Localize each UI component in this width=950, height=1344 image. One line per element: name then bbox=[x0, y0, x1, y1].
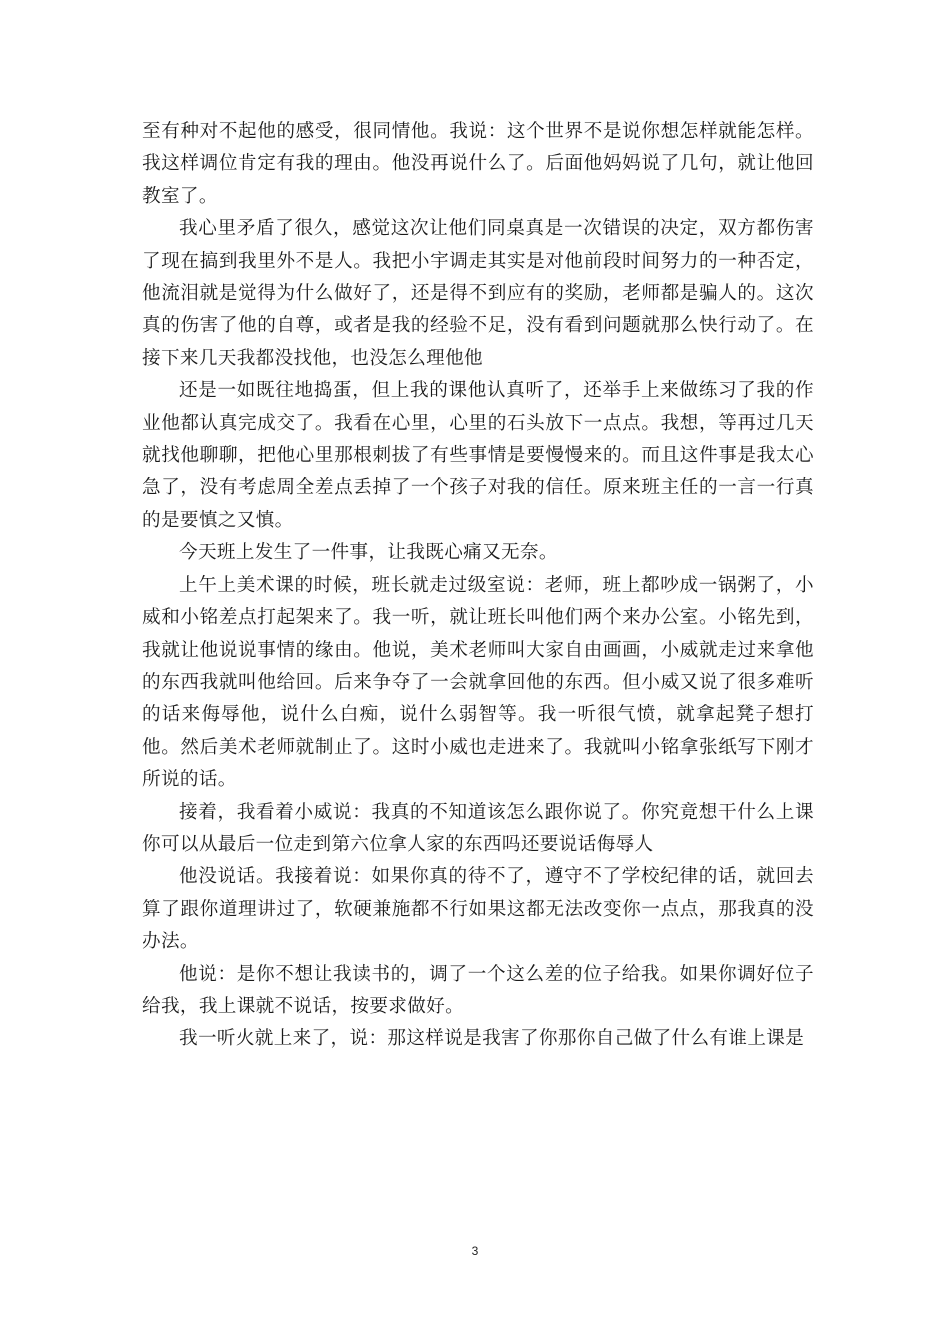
page-number: 3 bbox=[471, 1244, 479, 1258]
paragraph-8: 他说：是你不想让我读书的，调了一个这么差的位子给我。如果你调好位子给我，我上课就不说话，按要求做好。 bbox=[142, 963, 814, 1017]
paragraph-7: 他没说话。我接着说：如果你真的待不了，遵守不了学校纪律的话，就回去算了跟你道理讲过了，软硬兼施都不行如果这都无法改变你一点点，那我真的没办法。 bbox=[142, 866, 814, 953]
paragraph-3: 还是一如既往地捣蛋，但上我的课他认真听了，还举手上来做练习了我的作业他都认真完成交了。我看在心里，心里的石头放下一点点。我想，等再过几天就找他聊聊，把他心里那根刺拔了有些事情是要慢慢来的。而且这件事是我太心急了，没有考虑周全差点丢掉了一个孩子对我的信任。原来班主任的一言一行真的是要慎之又慎。 bbox=[142, 380, 814, 531]
body-text bbox=[142, 116, 814, 1056]
paragraph-5: 上午上美术课的时候，班长就走过级室说：老师，班上都吵成一锅粥了，小威和小铭差点打起架来了。我一听，就让班长叫他们两个来办公室。小铭先到，我就让他说说事情的缘由。他说，美术老师叫大家自由画画，小威就走过来拿他的东西我就叫他给回。后来争夺了一会就拿回他的东西。但小威又说了很多难听的话来侮辱他，说什么白痴，说什么弱智等。我一听很气愤，就拿起凳子想打他。然后美术老师就制止了。这时小威也走进来了。我就叫小铭拿张纸写下刚才所说的话。 bbox=[142, 574, 814, 791]
paragraph-9: 我一听火就上来了，说：那这样说是我害了你那你自己做了什么有谁上课是 bbox=[179, 1028, 805, 1050]
paragraph-1: 至有种对不起他的感受，很同情他。我说：这个世界不是说你想怎样就能怎样。我这样调位肯定有我的理由。他没再说什么了。后面他妈妈说了几句，就让他回教室了。 bbox=[142, 121, 814, 207]
paragraph-2: 我心里矛盾了很久，感觉这次让他们同桌真是一次错误的决定，双方都伤害了现在搞到我里外不是人。我把小宇调走其实是对他前段时间努力的一种否定，他流泪就是觉得为什么做好了，还是得不到应有的奖励，老师都是骗人的。这次真的伤害了他的自尊，或者是我的经验不足，没有看到问题就那么快行动了。在接下来几天我都没找他，也没怎么理他他 bbox=[142, 218, 814, 369]
paragraph-4: 今天班上发生了一件事，让我既心痛又无奈。 bbox=[179, 542, 558, 564]
paragraph-6: 接着，我看着小威说：我真的不知道该怎么跟你说了。你究竟想干什么上课你可以从最后一位走到第六位拿人家的东西吗还要说话侮辱人 bbox=[142, 801, 814, 855]
